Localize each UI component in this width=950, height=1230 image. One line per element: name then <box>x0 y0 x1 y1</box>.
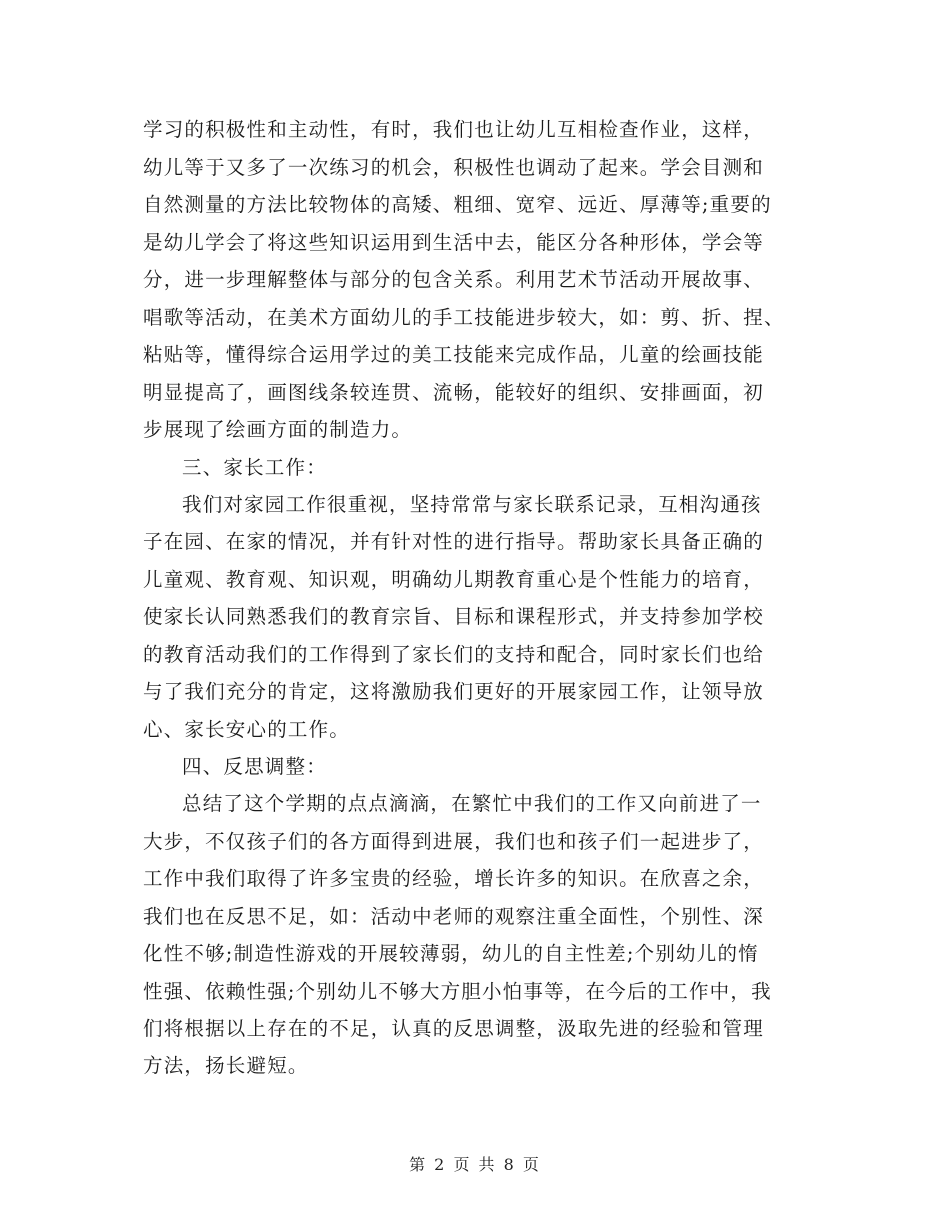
text-line: 工作中我们取得了许多宝贵的经验，增长许多的知识。在欣喜之余， <box>143 867 765 890</box>
text-line: 性强、依赖性强;个别幼儿不够大方胆小怕事等，在今后的工作中，我 <box>143 980 772 1003</box>
text-line: 的教育活动我们的工作得到了家长们的支持和配合，同时家长们也给 <box>143 643 765 666</box>
text-line: 学习的积极性和主动性，有时，我们也让幼儿互相检查作业，这样， <box>143 118 765 141</box>
text-line: 儿童观、教育观、知识观，明确幼儿期教育重心是个性能力的培育， <box>143 568 765 591</box>
text-line: 化性不够;制造性游戏的开展较薄弱，幼儿的自主性差;个别幼儿的惰 <box>143 942 759 965</box>
text-line: 与了我们充分的肯定，这将激励我们更好的开展家园工作，让领导放 <box>143 680 765 703</box>
text-line: 粘贴等，懂得综合运用学过的美工技能来完成作品，儿童的绘画技能 <box>143 343 765 366</box>
text-line: 唱歌等活动，在美术方面幼儿的手工技能进步较大，如：剪、折、捏、 <box>143 306 785 329</box>
text-line: 分，进一步理解整体与部分的包含关系。利用艺术节活动开展故事、 <box>143 268 765 291</box>
text-line: 我们也在反思不足，如：活动中老师的观察注重全面性，个别性、深 <box>143 905 765 928</box>
page-number-footer: 第 2 页 共 8 页 <box>409 1155 541 1174</box>
text-line: 是幼儿学会了将这些知识运用到生活中去，能区分各种形体，学会等 <box>143 231 765 254</box>
text-line: 明显提高了，画图线条较连贯、流畅，能较好的组织、安排画面，初 <box>143 381 765 404</box>
text-line: 大步，不仅孩子们的各方面得到进展，我们也和孩子们一起进步了， <box>143 830 765 853</box>
text-line: 使家长认同熟悉我们的教育宗旨、目标和课程形式，并支持参加学校 <box>143 605 765 628</box>
section-heading: 四、反思调整： <box>182 755 327 778</box>
section-heading: 三、家长工作： <box>182 456 327 479</box>
text-line: 自然测量的方法比较物体的高矮、粗细、宽窄、远近、厚薄等;重要的 <box>143 193 772 216</box>
text-line: 步展现了绘画方面的制造力。 <box>143 418 413 441</box>
text-line: 幼儿等于又多了一次练习的机会，积极性也调动了起来。学会目测和 <box>143 156 765 179</box>
text-line: 我们对家园工作很重视，坚持常常与家长联系记录，互相沟通孩 <box>182 493 762 516</box>
text-line: 子在园、在家的情况，并有针对性的进行指导。帮助家长具备正确的 <box>143 530 765 553</box>
text-line: 们将根据以上存在的不足，认真的反思调整，汲取先进的经验和管理 <box>143 1017 765 1040</box>
text-line: 方法，扬长避短。 <box>143 1054 309 1077</box>
text-line: 心、家长安心的工作。 <box>143 718 351 741</box>
text-line: 总结了这个学期的点点滴滴，在繁忙中我们的工作又向前进了一 <box>182 792 762 815</box>
